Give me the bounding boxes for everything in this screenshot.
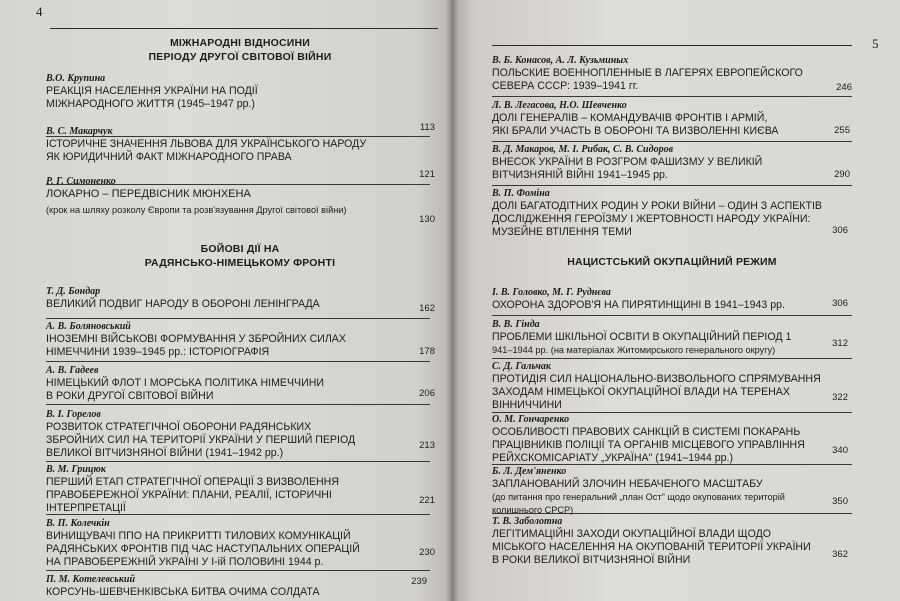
section-title-line: БОЙОВІ ДІЇ НА bbox=[200, 243, 280, 255]
entry-title-line: МІСЬКОГО НАСЕЛЕННЯ НА ОКУПОВАНІЙ ТЕРИТОРІЇ УКРАЇНИ bbox=[492, 541, 811, 553]
entry-author: В. М. Грицюк bbox=[46, 464, 106, 475]
entry-author: С. Д. Гальчак bbox=[492, 361, 551, 372]
entry-separator bbox=[492, 96, 852, 97]
toc-entry bbox=[492, 360, 892, 412]
entry-page: 255 bbox=[834, 125, 850, 136]
entry-page: 221 bbox=[419, 495, 435, 506]
entry-page: 246 bbox=[836, 82, 852, 93]
entry-title-line: РЕАКЦІЯ НАСЕЛЕННЯ УКРАЇНИ НА ПОДІЇ bbox=[46, 85, 258, 97]
entry-title-line: ОСОБЛИВОСТІ ПРАВОВИХ САНКЦІЙ В СИСТЕМІ ПОКАРАНЬ bbox=[492, 426, 801, 438]
entry-title-line: НА ПРАВОБЕРЕЖНІЙ УКРАЇНІ У І-ій ПОЛОВИНІ 1944 р. bbox=[46, 556, 324, 568]
entry-separator bbox=[46, 404, 430, 405]
entry-title-line: ПОЛЬСКИЕ ВОЕННОПЛЕННЫЕ В ЛАГЕРЯХ ЕВРОПЕЙСКОГО bbox=[492, 67, 803, 79]
entry-author: А. В. Боляновський bbox=[46, 321, 131, 332]
entry-separator bbox=[492, 315, 852, 316]
entry-title-line: РЕЙХСКОМІСАРІАТУ „УКРАЇНА" (1941–1944 рр.) bbox=[492, 452, 734, 464]
entry-title-line: ЛОКАРНО – ПЕРЕДВІСНИК МЮНХЕНА bbox=[46, 188, 251, 200]
entry-separator bbox=[46, 361, 430, 362]
entry-author: В. П. Фоміна bbox=[492, 188, 550, 199]
entry-title-line: МІЖНАРОДНОГО ЖИТТЯ (1945–1947 рр.) bbox=[46, 98, 255, 110]
entry-author: Т. Д. Бондар bbox=[46, 286, 101, 297]
entry-page: 178 bbox=[419, 346, 435, 357]
entry-title-line: КОРСУНЬ-ШЕВЧЕНКІВСЬКА БИТВА ОЧИМА СОЛДАТА bbox=[46, 586, 320, 598]
entry-title-line: ЗАПЛАНОВАНИЙ ЗЛОЧИН НЕБАЧЕНОГО МАСШТАБУ bbox=[492, 478, 763, 490]
section-title-line: МІЖНАРОДНІ ВІДНОСИНИ bbox=[169, 37, 311, 49]
section-title: НАЦИСТСЬКИЙ ОКУПАЦІЙНИЙ РЕЖИМ bbox=[567, 256, 777, 268]
entry-title-line: ВИНИЩУВАЧІ ППО НА ПРИКРИТТІ ТИЛОВИХ КОМУНІКАЦІЙ bbox=[46, 530, 351, 542]
entry-separator bbox=[46, 570, 430, 571]
entry-title-line: ПРОБЛЕМИ ШКІЛЬНОЇ ОСВІТИ В ОКУПАЦІЙНИЙ ПЕРІОД 1 bbox=[492, 331, 792, 343]
entry-page: 239 bbox=[411, 576, 427, 587]
entry-separator bbox=[46, 514, 430, 515]
toc-entry bbox=[492, 187, 892, 239]
entry-title-line: ВІННИЧЧИНИ bbox=[492, 399, 562, 411]
entry-page: 213 bbox=[419, 440, 435, 451]
entry-author: А. В. Гадеев bbox=[46, 365, 99, 376]
entry-author: В. Д. Макаров, М. І. Рибак, С. В. Сидоров bbox=[492, 144, 674, 155]
entry-title-line: ПРАЦІВНИКІВ ПОЛІЦІЇ ТА ОРГАНІВ МІСЦЕВОГО УПРАВЛІННЯ bbox=[492, 439, 805, 451]
entry-author: О. М. Гончаренко bbox=[492, 414, 570, 425]
book-gutter-shadow bbox=[446, 0, 458, 601]
toc-entry bbox=[492, 143, 892, 182]
entry-title-line: ІНОЗЕМНІ ВІЙСЬКОВІ ФОРМУВАННЯ У ЗБРОЙНИХ СИЛАХ bbox=[46, 333, 346, 345]
toc-entry bbox=[492, 465, 892, 517]
entry-title-line: ІНТЕРПРЕТАЦІЇ bbox=[46, 502, 126, 514]
entry-title-line: СЕВЕРА СССР: 1939–1941 гг. bbox=[492, 80, 639, 92]
entry-page: 312 bbox=[832, 338, 848, 349]
toc-entry bbox=[46, 285, 441, 314]
entry-title-line: ЛЕГІТИМАЦІЙНІ ЗАХОДИ ОКУПАЦІЙНОЇ ВЛАДИ ЩОДО bbox=[492, 528, 772, 540]
entry-page: 362 bbox=[832, 549, 848, 560]
entry-title-line: НІМЕЦЬКИЙ ФЛОТ І МОРСЬКА ПОЛІТИКА НІМЕЧЧИНИ bbox=[46, 377, 324, 389]
entry-author: В. Б. Конасов, А. Л. Кузьминых bbox=[492, 55, 629, 66]
entry-separator bbox=[492, 513, 852, 514]
entry-author: Л. В. Легасова, Н.О. Шевченко bbox=[492, 100, 627, 111]
entry-title-line: РОЗВИТОК СТРАТЕГІЧНОЇ ОБОРОНИ РАДЯНСЬКИХ bbox=[46, 421, 312, 433]
entry-separator bbox=[46, 461, 430, 462]
entry-page: 306 bbox=[832, 298, 848, 309]
right-page bbox=[452, 0, 900, 601]
toc-entry bbox=[46, 125, 441, 180]
entry-title-line: ПРАВОБЕРЕЖНОЇ УКРАЇНИ: ПЛАНИ, РЕАЛІЇ, ІСТОРИЧНІ bbox=[46, 489, 332, 501]
header-rule bbox=[50, 28, 438, 29]
entry-title-line: ВЕЛИКОЇ ВІТЧИЗНЯНОЇ ВІЙНИ (1941–1942 рр.) bbox=[46, 447, 284, 459]
entry-title-line: колишнього СРСР) bbox=[492, 505, 574, 515]
entry-author: П. М. Котелевський bbox=[46, 574, 136, 585]
entry-title-line: ЯКІ БРАЛИ УЧАСТЬ В ОБОРОНІ ТА ВИЗВОЛЕННІ КИЄВА bbox=[492, 125, 779, 137]
toc-entry bbox=[46, 408, 441, 460]
entry-title-line: ДОЛІ БАГАТОДІТНИХ РОДИН У РОКИ ВІЙНИ – ОДИН З АСПЕКТІВ bbox=[492, 200, 822, 212]
entry-title-line: ДОЛІ ГЕНЕРАЛІВ – КОМАНДУВАЧІВ ФРОНТІВ І АРМІЙ, bbox=[492, 112, 768, 124]
entry-title-line: (крок на шляху розколу Європи та розв'язування Другої світової війни) bbox=[46, 205, 347, 215]
entry-title-line: ПЕРШИЙ ЕТАП СТРАТЕГІЧНОЇ ОПЕРАЦІЇ З ВИЗВОЛЕННЯ bbox=[46, 476, 339, 488]
entry-page: 130 bbox=[419, 214, 435, 225]
entry-separator bbox=[492, 358, 852, 359]
toc-entry bbox=[46, 364, 441, 403]
entry-page: 206 bbox=[419, 388, 435, 399]
entry-title-line: ПРОТИДІЯ СИЛ НАЦІОНАЛЬНО-ВИЗВОЛЬНОГО СПРЯМУВАННЯ bbox=[492, 373, 821, 385]
entry-separator bbox=[46, 318, 430, 319]
toc-entry bbox=[46, 175, 441, 225]
entry-page: 230 bbox=[419, 547, 435, 558]
toc-entry bbox=[492, 413, 892, 465]
entry-title-line: ВЕЛИКИЙ ПОДВИГ НАРОДУ В ОБОРОНІ ЛЕНІНГРАДА bbox=[46, 298, 320, 310]
entry-page: 121 bbox=[419, 169, 435, 180]
toc-entry bbox=[492, 54, 892, 93]
toc-entry bbox=[46, 573, 441, 599]
entry-author: В.О. Крупина bbox=[46, 73, 106, 84]
entry-author: Р. Г. Симоненко bbox=[46, 176, 116, 187]
entry-separator bbox=[492, 185, 852, 186]
toc-entry bbox=[492, 318, 892, 357]
entry-author: Б. Л. Дем'яненко bbox=[492, 466, 567, 477]
section-title bbox=[40, 242, 440, 270]
entry-title-line: ВІТЧИЗНЯНІЙ ВІЙНІ 1941–1945 рр. bbox=[492, 169, 668, 181]
entry-author: В. В. Гінда bbox=[492, 319, 540, 330]
entry-author: В. П. Колечкін bbox=[46, 518, 110, 529]
entry-author: І. В. Головко, М. Г. Руднєва bbox=[492, 287, 611, 298]
entry-title-line: ВНЕСОК УКРАЇНИ В РОЗГРОМ ФАШИЗМУ У ВЕЛИКІЙ bbox=[492, 156, 763, 168]
section-title-line: РАДЯНСЬКО-НІМЕЦЬКОМУ ФРОНТІ bbox=[144, 257, 336, 269]
entry-page: 306 bbox=[832, 225, 848, 236]
toc-entry bbox=[46, 463, 441, 515]
entry-title-line: ОХОРОНА ЗДОРОВ'Я НА ПИРЯТИНЩИНІ В 1941–1943 рр. bbox=[492, 299, 785, 311]
section-title-line: ПЕРІОДУ ДРУГОЇ СВІТОВОЇ ВІЙНИ bbox=[148, 51, 332, 63]
page-number: 5 bbox=[872, 36, 879, 51]
entry-page: 340 bbox=[832, 445, 848, 456]
entry-page: 322 bbox=[832, 392, 848, 403]
entry-separator bbox=[492, 141, 852, 142]
entry-title-line: ЯК ЮРИДИЧНИЙ ФАКТ МІЖНАРОДНОГО ПРАВА bbox=[46, 151, 292, 163]
entry-title-line: РАДЯНСЬКИХ ФРОНТІВ ПІД ЧАС НАСТУПАЛЬНИХ ОПЕРАЦІЙ bbox=[46, 543, 360, 555]
toc-entry bbox=[492, 515, 892, 567]
entry-title-line: В РОКИ ДРУГОЇ СВІТОВОЇ ВІЙНИ bbox=[46, 390, 214, 402]
toc-entry bbox=[46, 320, 441, 359]
entry-author: В. С. Макарчук bbox=[46, 126, 113, 137]
entry-title-line: (до питання про генеральний „план Ост" щодо окупованих територій bbox=[492, 492, 785, 502]
toc-entry bbox=[492, 99, 892, 138]
entry-author: В. І. Горелов bbox=[46, 409, 101, 420]
entry-title-line: ЗБРОЙНИХ СИЛ НА ТЕРИТОРІЇ УКРАЇНИ У ПЕРШИЙ ПЕРІОД bbox=[46, 434, 356, 446]
page-number: 4 bbox=[36, 4, 43, 19]
entry-author: Т. В. Заболотна bbox=[492, 516, 563, 527]
entry-title-line: ІСТОРИЧНЕ ЗНАЧЕННЯ ЛЬВОВА ДЛЯ УКРАЇНСЬКОГО НАРОДУ bbox=[46, 138, 367, 150]
toc-entry bbox=[492, 286, 892, 312]
entry-title-line: МУЗЕЙНЕ ВТІЛЕННЯ ТЕМИ bbox=[492, 226, 632, 238]
entry-page: 162 bbox=[419, 303, 435, 314]
section-title bbox=[40, 36, 440, 64]
entry-title-line: 941–1944 рр. (на матеріалах Житомирського генерального округу) bbox=[492, 345, 776, 355]
entry-title-line: НІМЕЧЧИНИ 1939–1945 рр.: ІСТОРІОГРАФІЯ bbox=[46, 346, 270, 358]
entry-title-line: В РОКИ ВЕЛИКОЇ ВІТЧИЗНЯНОЇ ВІЙНИ bbox=[492, 554, 691, 566]
entry-title-line: ЗАХОДАМ НІМЕЦЬКОЇ ОКУПАЦІЙНОЇ ВЛАДИ НА ТЕРЕНАХ bbox=[492, 386, 790, 398]
header-rule bbox=[492, 45, 852, 46]
entry-page: 290 bbox=[834, 169, 850, 180]
toc-entry bbox=[46, 517, 441, 569]
entry-page: 113 bbox=[419, 122, 435, 133]
entry-title-line: ДОСЛІДЖЕННЯ ГЕРОЇЗМУ І ЖЕРТОВНОСТІ НАРОДУ УКРАЇНИ: bbox=[492, 213, 811, 225]
entry-page: 350 bbox=[832, 496, 848, 507]
